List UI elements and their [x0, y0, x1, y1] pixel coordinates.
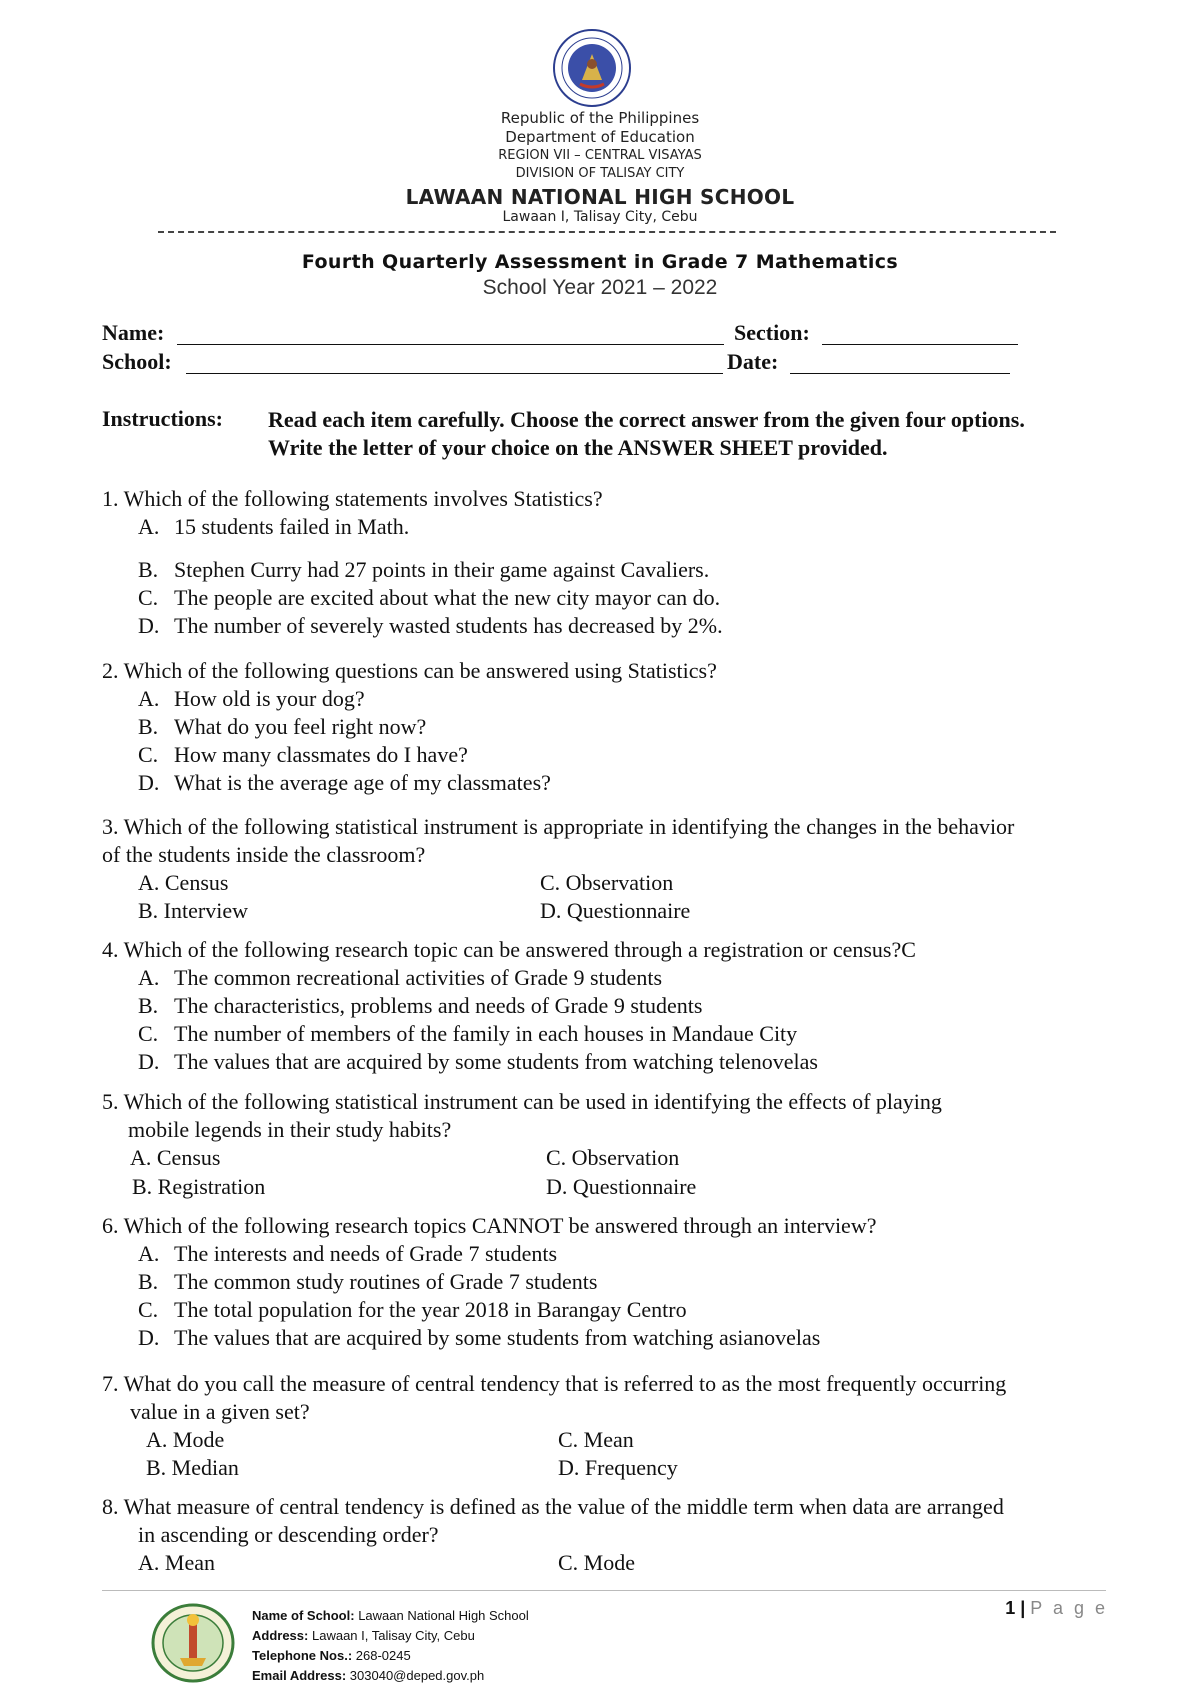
- q3-option-d[interactable]: D. Questionnaire: [540, 898, 691, 923]
- section-label: Section:: [734, 320, 810, 345]
- question-5: 5. Which of the following statistical instrument can be used in identifying the effects of playing: [102, 1089, 942, 1114]
- q7-option-d[interactable]: D. Frequency: [558, 1455, 678, 1480]
- q8-option-a[interactable]: A. Mean: [138, 1550, 215, 1575]
- footer-email: Email Address: 303040@deped.gov.ph: [252, 1668, 485, 1683]
- q6-option-d[interactable]: D. The values that are acquired by some students from watching asianovelas: [138, 1325, 821, 1350]
- q2-option-d[interactable]: D. What is the average age of my classmates?: [138, 770, 551, 795]
- footer-address: Address: Lawaan I, Talisay City, Cebu: [252, 1628, 475, 1643]
- question-8: 8. What measure of central tendency is defined as the value of the middle term when data are arranged: [102, 1494, 1004, 1519]
- q4-option-d[interactable]: D. The values that are acquired by some students from watching telenovelas: [138, 1049, 818, 1074]
- date-field[interactable]: [790, 373, 1010, 374]
- q3-option-b[interactable]: B. Interview: [138, 898, 248, 923]
- page-number: 1 | P a g e: [1005, 1598, 1108, 1618]
- name-label: Name:: [102, 320, 165, 345]
- question-8-cont: in ascending or descending order?: [138, 1522, 439, 1547]
- q6-option-a[interactable]: A. The interests and needs of Grade 7 students: [138, 1241, 558, 1266]
- q3-option-a[interactable]: A. Census: [138, 870, 229, 895]
- school-year: School Year 2021 – 2022: [482, 276, 718, 299]
- q1-option-c[interactable]: C. The people are excited about what the new city mayor can do.: [138, 585, 721, 610]
- q2-option-b[interactable]: B. What do you feel right now?: [138, 714, 427, 739]
- footer-telephone: Telephone Nos.: 268-0245: [252, 1648, 411, 1663]
- question-3: 3. Which of the following statistical instrument is appropriate in identifying the changes in the behavior of the students inside the classroom?: [102, 814, 1015, 867]
- school-name: LAWAAN NATIONAL HIGH SCHOOL: [405, 185, 795, 209]
- exam-title: Fourth Quarterly Assessment in Grade 7 Mathematics: [301, 251, 899, 273]
- q6-option-b[interactable]: B. The common study routines of Grade 7 students: [138, 1269, 598, 1294]
- school-field[interactable]: [186, 373, 723, 374]
- section-field[interactable]: [822, 344, 1018, 345]
- header-divider: [158, 231, 1056, 233]
- name-field[interactable]: [177, 344, 724, 345]
- q6-option-c[interactable]: C. The total population for the year 2018 in Barangay Centro: [138, 1297, 687, 1322]
- q2-option-c[interactable]: C. How many classmates do I have?: [138, 742, 468, 767]
- q5-option-c[interactable]: C. Observation: [546, 1145, 680, 1170]
- q1-option-d[interactable]: D. The number of severely wasted students has decreased by 2%.: [138, 613, 723, 638]
- q7-option-a[interactable]: A. Mode: [146, 1427, 225, 1452]
- q1-option-b[interactable]: B. Stephen Curry had 27 points in their game against Cavaliers.: [138, 557, 710, 582]
- q2-option-a[interactable]: A. How old is your dog?: [138, 686, 365, 711]
- q7-option-b[interactable]: B. Median: [146, 1455, 239, 1480]
- q4-option-c[interactable]: C. The number of members of the family in each houses in Mandaue City: [138, 1021, 798, 1046]
- footer-school-name: Name of School: Lawaan National High School: [252, 1608, 529, 1623]
- instructions-text: Read each item carefully. Choose the correct answer from the given four options. Write the letter of your choice on the ANSWER SHEET provided.: [268, 407, 1025, 460]
- q5-option-d[interactable]: D. Questionnaire: [546, 1174, 697, 1199]
- q4-option-b[interactable]: B. The characteristics, problems and needs of Grade 9 students: [138, 993, 703, 1018]
- instructions-label: Instructions:: [102, 406, 224, 431]
- school-logo-icon: [150, 1600, 236, 1686]
- q7-option-c[interactable]: C. Mean: [558, 1427, 634, 1452]
- footer-divider: [102, 1590, 1106, 1591]
- q4-option-a[interactable]: A. The common recreational activities of Grade 9 students: [138, 965, 663, 990]
- q5-option-b[interactable]: B. Registration: [132, 1174, 266, 1199]
- q3-option-c[interactable]: C. Observation: [540, 870, 674, 895]
- deped-seal-icon: [552, 28, 632, 108]
- question-4: 4. Which of the following research topic can be answered through a registration or census?C: [102, 937, 916, 962]
- question-5-cont: mobile legends in their study habits?: [128, 1117, 452, 1142]
- q8-option-c[interactable]: C. Mode: [558, 1550, 635, 1575]
- republic-line: Republic of the Philippines: [500, 109, 700, 127]
- q1-option-a[interactable]: A. 15 students failed in Math.: [138, 514, 410, 539]
- question-1: 1. Which of the following statements involves Statistics?: [102, 486, 603, 511]
- school-label: School:: [102, 349, 172, 374]
- question-7-cont: value in a given set?: [130, 1399, 310, 1424]
- q5-option-a[interactable]: A. Census: [130, 1145, 221, 1170]
- department-line: Department of Education: [505, 128, 695, 146]
- school-address: Lawaan I, Talisay City, Cebu: [502, 209, 698, 225]
- question-2: 2. Which of the following questions can be answered using Statistics?: [102, 658, 717, 683]
- region-line: REGION VII – CENTRAL VISAYAS: [498, 148, 702, 163]
- date-label: Date:: [727, 349, 779, 374]
- division-line: DIVISION OF TALISAY CITY: [515, 166, 685, 181]
- question-6: 6. Which of the following research topics CANNOT be answered through an interview?: [102, 1213, 877, 1238]
- question-7: 7. What do you call the measure of central tendency that is referred to as the most frequently occurring: [102, 1371, 1007, 1396]
